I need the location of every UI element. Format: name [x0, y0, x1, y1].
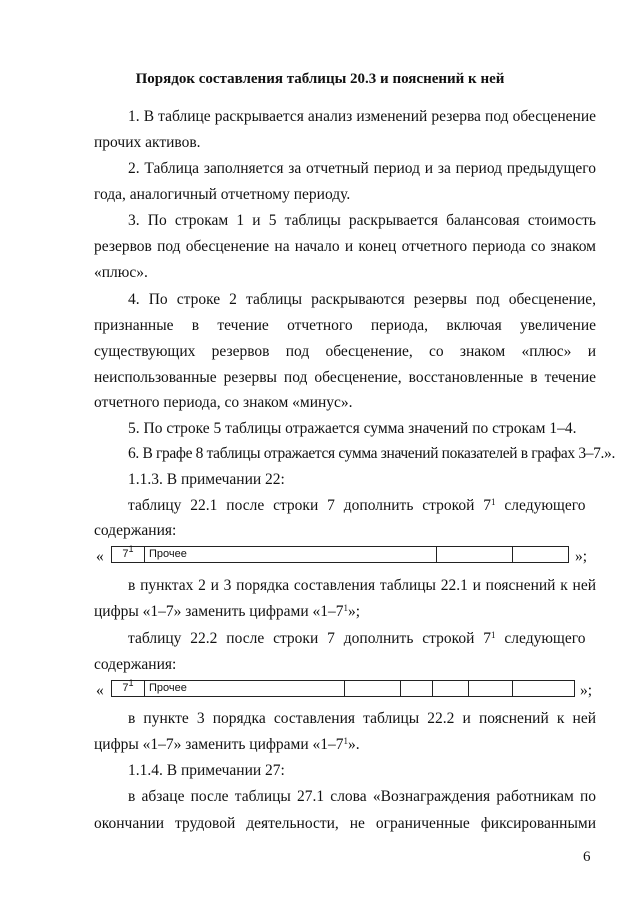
paragraph-2-line-2: года, аналогичный отчетному периоду. — [94, 186, 351, 203]
paragraph-4-line-5: отчетного периода, со знаком «минус». — [94, 394, 353, 411]
paragraph-3-line-3: «плюс». — [94, 264, 148, 281]
paragraph-3-line-2: резервов под обесценение на начало и конец отчетного периода со знаком — [94, 238, 596, 255]
table-22-1-instruction-line-1 — [128, 496, 585, 516]
table-22-2-instruction-line-2: содержания: — [94, 656, 177, 673]
section-1-1-3-heading: 1.1.3. В примечании 22: — [128, 471, 285, 488]
superscript: 1 — [343, 603, 349, 613]
points-22-1-line-2 — [94, 602, 360, 622]
value-cell-2 — [400, 681, 432, 696]
point-22-2-line-2 — [94, 735, 360, 755]
value-cell-1 — [436, 547, 512, 562]
paragraph-5: 5. По строке 5 таблицы отражается сумма значений по строкам 1–4. — [128, 420, 577, 437]
value-cell-1 — [344, 681, 400, 696]
section-title: Порядок составления таблицы 20.3 и пояснений к ней — [135, 71, 505, 87]
paragraph-4-line-3: существующих резервов под обесценение, со знаком «плюс» и — [94, 343, 596, 360]
row-number-superscript: 1 — [128, 678, 134, 688]
close-quote: »; — [575, 548, 588, 565]
open-quote: « — [96, 682, 104, 699]
row-number: 7 — [122, 682, 129, 694]
instruction-text: таблицу 22.1 после строки 7 дополнить строкой 7 — [128, 497, 492, 514]
row-number-superscript: 1 — [128, 544, 134, 554]
table-22-2-new-row — [111, 680, 575, 697]
row-label-cell: Прочее — [144, 547, 436, 562]
replacement-text: цифры «1–7» заменить цифрами «1–7 — [94, 603, 344, 620]
row-number-cell — [112, 678, 144, 696]
superscript: 1 — [491, 630, 496, 640]
paragraph-4-line-2: признанные в течение отчетного периода, включая увеличение — [94, 317, 596, 334]
replacement-text-end: »; — [348, 603, 361, 620]
table-22-1-instruction-line-2: содержания: — [94, 522, 177, 539]
paragraph-2-line-1: 2. Таблица заполняется за отчетный период и за период предыдущего — [128, 160, 596, 177]
value-cell-4 — [468, 681, 512, 696]
point-22-2-line-1: в пункте 3 порядка составления таблицы 22.2 и пояснений к ней — [128, 710, 596, 727]
row-number: 7 — [122, 548, 129, 560]
superscript: 1 — [343, 736, 349, 746]
open-quote: « — [96, 548, 104, 565]
page-number: 6 — [583, 849, 591, 865]
replacement-text: цифры «1–7» заменить цифрами «1–7 — [94, 736, 344, 753]
paragraph-3-line-1: 3. По строкам 1 и 5 таблицы раскрывается балансовая стоимость — [128, 212, 596, 229]
instruction-text-end: следующего — [495, 497, 586, 514]
row-number-cell — [112, 544, 144, 562]
points-22-1-line-1: в пунктах 2 и 3 порядка составления таблицы 22.1 и пояснений к ней — [128, 577, 596, 594]
paragraph-1-line-1: 1. В таблице раскрывается анализ изменений резерва под обесценение — [128, 108, 596, 125]
paragraph-27-1-line-2: окончании трудовой деятельности, не ограниченные фиксированными — [94, 815, 596, 832]
table-22-1-new-row — [111, 546, 569, 563]
instruction-text-end: следующего — [495, 630, 586, 647]
table-22-2-instruction-line-1 — [128, 629, 585, 649]
value-cell-5 — [512, 681, 574, 696]
value-cell-2 — [512, 547, 568, 562]
superscript: 1 — [491, 497, 496, 507]
section-1-1-4-heading: 1.1.4. В примечании 27: — [128, 762, 285, 779]
value-cell-3 — [432, 681, 468, 696]
paragraph-4-line-4: неиспользованные резервы под обесценение, восстановленные в течение — [94, 369, 596, 386]
paragraph-6: 6. В графе 8 таблицы отражается сумма значений показателей в графах 3–7.». — [128, 445, 615, 462]
paragraph-4-line-1: 4. По строке 2 таблицы раскрываются резервы под обесценение, — [128, 291, 596, 308]
instruction-text: таблицу 22.2 после строки 7 дополнить строкой 7 — [128, 630, 492, 647]
replacement-text-end: ». — [348, 736, 360, 753]
paragraph-27-1-line-1: в абзаце после таблицы 27.1 слова «Вознаграждения работникам по — [128, 788, 596, 805]
row-label-cell: Прочее — [144, 681, 344, 696]
paragraph-1-line-2: прочих активов. — [94, 134, 201, 151]
close-quote: »; — [580, 682, 593, 699]
